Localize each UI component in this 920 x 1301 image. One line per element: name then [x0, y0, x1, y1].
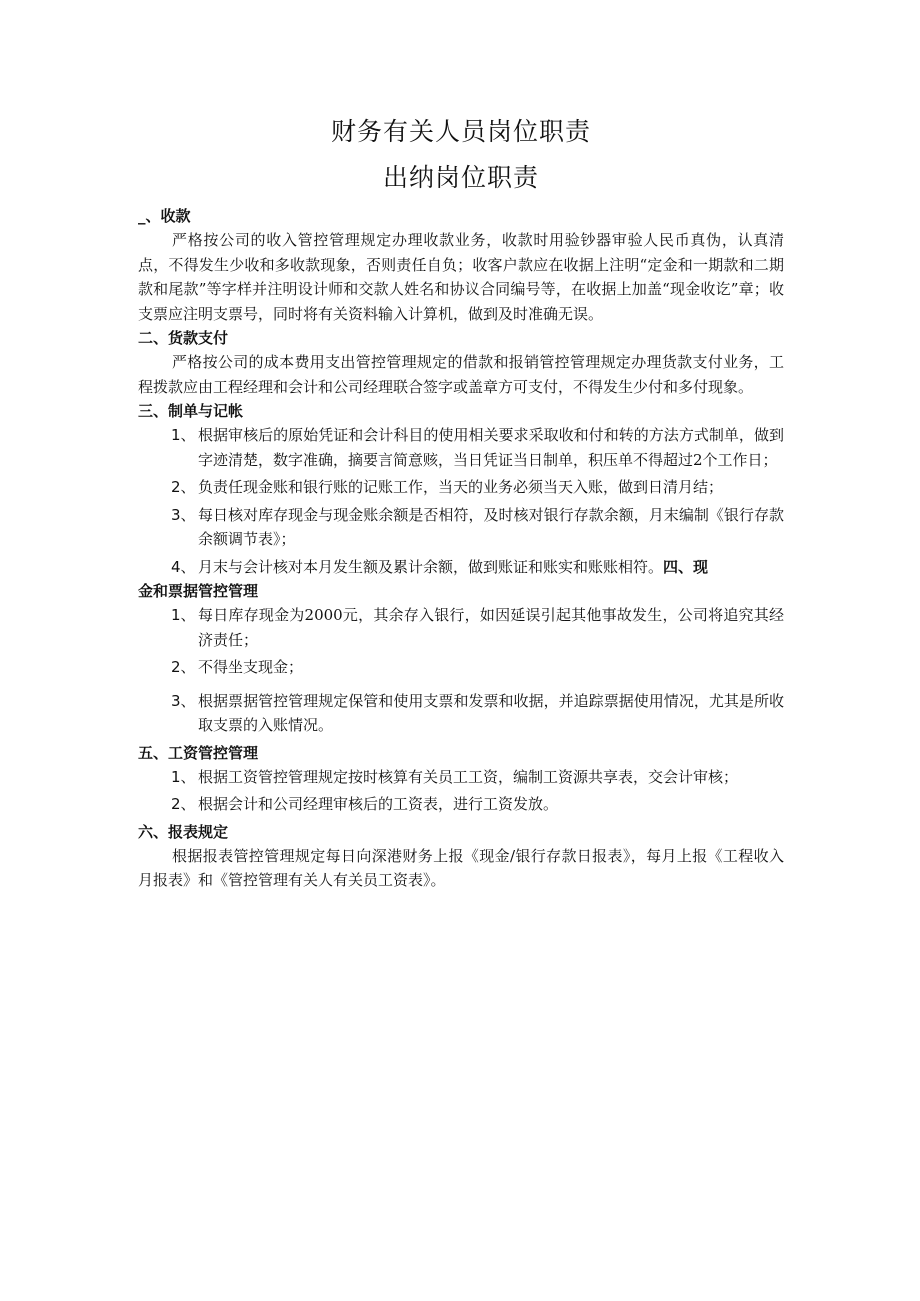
list-item-text: 每日库存现金为2000元，其余存入银行，如因延误引起其他事故发生，公司将追究其经济责任；	[198, 606, 784, 649]
list-item-number: 1、	[171, 767, 196, 786]
list-item-text: 根据审核后的原始凭证和会计科目的使用相关要求采取收和付和转的方法方式制单，做到字迹清楚，数字准确，摘要言简意赅，当日凭证当日制单，积压单不得超过2个工作日；	[198, 426, 784, 469]
section-paragraph-payments: 严格按公司的成本费用支出管控管理规定的借款和报销管控管理规定办理货款支付业务，工程拨款应由工程经理和会计和公司经理联合签字或盖章方可支付，不得发生少付和多付现象。	[138, 353, 784, 396]
list-item	[138, 423, 784, 472]
list-item-number: 2、	[171, 478, 196, 496]
list-item-text: 每日核对库存现金与现金账余额是否相符，及时核对银行存款余额，月末编制《银行存款余额调节表》；	[198, 505, 784, 548]
document-page	[138, 112, 784, 893]
list-item-number: 3、	[171, 505, 196, 524]
list-item-text: 根据票据管控管理规定保管和使用支票和发票和收据，并追踪票据使用情况，尤其是所收取支票的入账情况。	[198, 691, 784, 734]
list-item	[138, 503, 784, 552]
list-item-text: 负责任现金账和银行账的记账工作，当天的业务必须当天入账，做到日清月结；	[198, 478, 724, 496]
list-item-text: 月末与会计核对本月发生额及累计余额，做到账证和账实和账账相符。	[198, 557, 664, 576]
list-item	[138, 603, 784, 652]
section-paragraph-receipts: 严格按公司的收入管控管理规定办理收款业务，收款时用验钞器审验人民币真伪，认真清点，不得发生少收和多收款现象，否则责任自负；收客户款应在收据上注明“定金和一期款和二期款和尾款”等字样并注明设计师和交款人姓名和协议合同编号等，在收据上加盖“现金收讫”章；收支票应注明支票号，同时将有关资料输入计算机，做到及时准确无误。	[138, 231, 784, 323]
section-paragraph-reports: 根据报表管控管理规定每日向深港财务上报《现金/银行存款日报表》，每月上报《工程收入月报表》和《管控管理有关人有关员工资表》。	[138, 846, 784, 889]
section-heading-cash-part2: 金和票据管控管理	[138, 582, 259, 600]
list-item	[138, 792, 784, 817]
list-item-text: 不得坐支现金；	[198, 658, 304, 676]
list-item	[138, 689, 784, 738]
list-item-number: 3、	[171, 691, 196, 710]
section-heading-payroll: 五、工资管控管理	[138, 743, 259, 762]
list-item	[138, 655, 784, 680]
document-title: 财务有关人员岗位职责	[330, 117, 591, 146]
section-heading-cash-part1: 四、现	[663, 557, 709, 576]
list-item-text: 根据会计和公司经理审核后的工资表，进行工资发放。	[198, 795, 559, 813]
list-item	[138, 765, 784, 790]
section-heading-vouchers: 三、制单与记帐	[138, 402, 244, 420]
list-item-number: 1、	[171, 606, 196, 624]
list-item-text: 根据工资管控管理规定按时核算有关员工工资，编制工资源共享表，交会计审核；	[198, 767, 739, 786]
section-heading-reports: 六、报表规定	[138, 822, 229, 841]
document-subtitle: 出纳岗位职责	[382, 163, 539, 192]
list-item-number: 2、	[171, 658, 196, 676]
list-item-number: 4、	[171, 557, 196, 576]
list-item-number: 2、	[171, 795, 196, 813]
list-item	[138, 475, 784, 500]
list-item-number: 1、	[171, 426, 196, 444]
section-heading-payments: 二、货款支付	[138, 329, 229, 347]
list-item	[138, 555, 784, 580]
section-heading-receipts: _、收款	[138, 207, 191, 225]
